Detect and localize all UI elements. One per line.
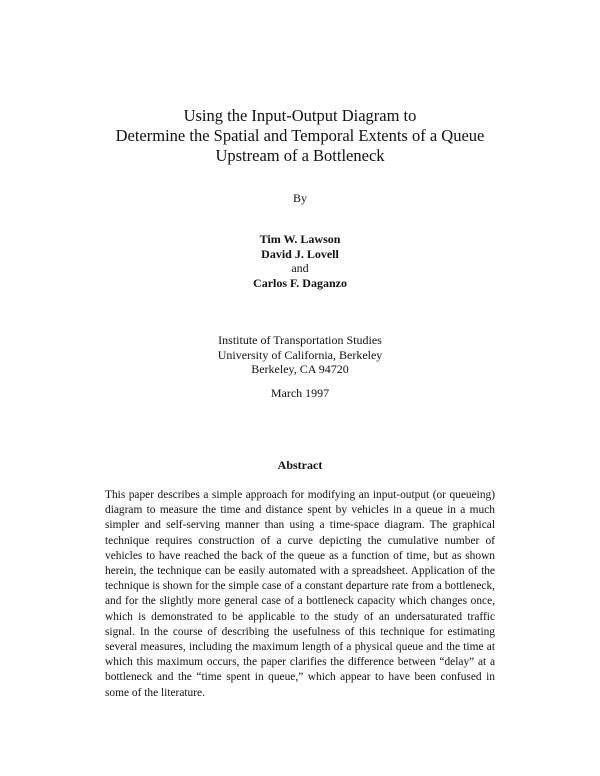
paper-title [0, 106, 600, 166]
title-line-3: Upstream of a Bottleneck [215, 146, 385, 165]
author-list [0, 232, 600, 290]
affiliation-institute: Institute of Transportation Studies [218, 333, 382, 347]
by-line: By [292, 191, 307, 205]
abstract-heading: Abstract [277, 458, 323, 472]
publication-date: March 1997 [270, 386, 330, 400]
affiliation-university: University of California, Berkeley [217, 347, 383, 362]
affiliation-block [0, 333, 600, 377]
abstract-text: This paper describes a simple approach for modifying an input-output (or queueing) diagram to measure the time and distance spent by vehicles in a queue in a much simpler and self-serving manner than using a time-space diagram. The graphical technique requires construction of a curve depicting the cumulative number of vehicles to have reached the back of the queue as a function of time, but as shown herein, the technique can be easily automated with a spreadsheet. Application of the technique is shown for the simple case of a constant departure rate from a bottleneck, and for the slightly more general case of a bottleneck capacity which changes once, which is demonstrated to be applicable to the study of an undersaturated traffic signal. In the course of describing the usefulness of this technique for estimating several measures, including the maximum length of a physical queue and the time at which this maximum occurs, the paper clarifies the difference between “delay” at a bottleneck and the “time spent in queue,” which appear to have been confused in some of the literature. [105, 489, 495, 699]
title-line-2: Determine the Spatial and Temporal Extents of a Queue [115, 126, 485, 145]
author-1: Tim W. Lawson [259, 232, 341, 246]
author-3: Carlos F. Daganzo [253, 275, 347, 290]
author-conjunction: and [291, 261, 309, 275]
affiliation-address: Berkeley, CA 94720 [251, 362, 349, 376]
title-line-1: Using the Input-Output Diagram to [183, 106, 417, 125]
author-2: David J. Lovell [261, 246, 339, 261]
